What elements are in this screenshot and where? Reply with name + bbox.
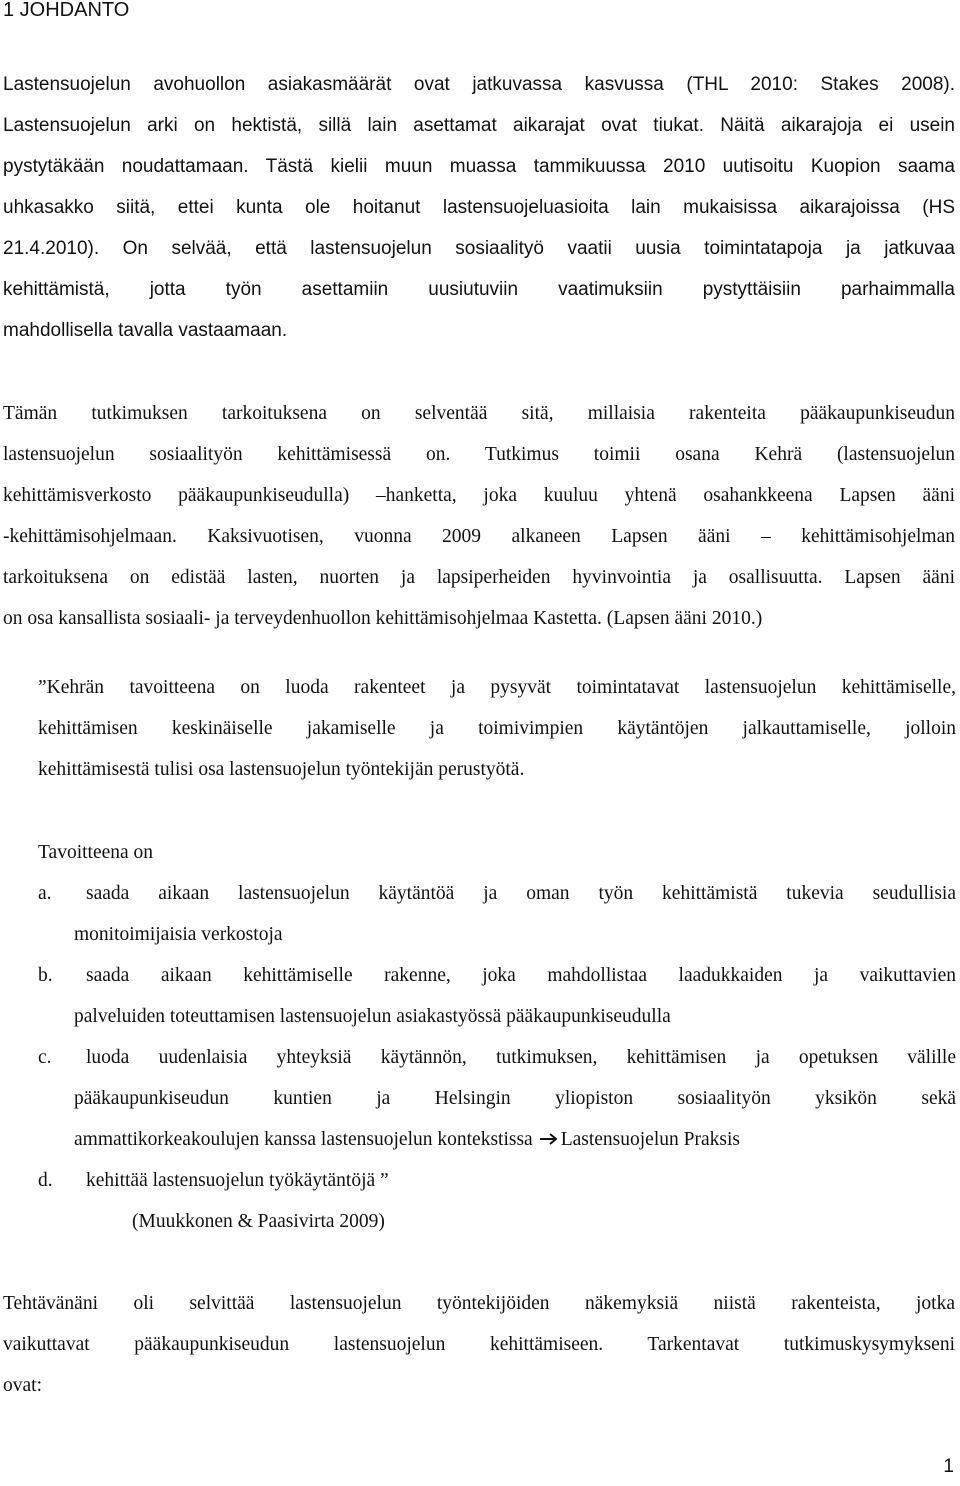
- praksis-label: Lastensuojelun Praksis: [560, 1129, 740, 1150]
- list-item-line: kehittää lastensuojelun työkäytäntöjä ”: [86, 1170, 389, 1191]
- paragraph-line: Lastensuojelun avohuollon asiakasmäärät ovat jatkuvassa kasvussa (THL 2010: Stakes 2008).: [3, 74, 955, 95]
- list-item-body: [74, 1037, 956, 1160]
- paragraph-line: tarkoituksena on edistää lasten, nuorten ja lapsiperheiden hyvinvointia ja osallisuutta. Lapsen ääni: [3, 567, 955, 588]
- paragraph-intro: [3, 64, 955, 351]
- paragraph-task: [3, 1283, 955, 1406]
- chapter-heading: 1 JOHDANTO: [3, 0, 130, 21]
- list-item: [38, 1160, 956, 1201]
- right-arrow-icon: [539, 1132, 559, 1146]
- list-item-line: ammattikorkeakoulujen kanssa lastensuojelun kontekstissa: [74, 1129, 533, 1150]
- paragraph-line: Tehtävänäni oli selvittää lastensuojelun työntekijöiden näkemyksiä niistä rakenteista, jotka: [3, 1293, 955, 1314]
- paragraph-line: Lastensuojelun arki on hektistä, sillä lain asettamat aikarajat ovat tiukat. Näitä aikarajoja ei usein: [3, 115, 955, 136]
- list-item: [38, 1037, 956, 1160]
- list-item-line: luoda uudenlaisia yhteyksiä käytännön, tutkimuksen, kehittämisen ja opetuksen välille: [86, 1047, 956, 1068]
- list-marker: a.: [38, 883, 52, 904]
- list-marker: c.: [38, 1047, 52, 1068]
- list-marker: b.: [38, 965, 53, 986]
- page-number: 1: [943, 1456, 954, 1477]
- list-item-body: [74, 955, 956, 1037]
- list-item: [38, 873, 956, 955]
- list-item-line: pääkaupunkiseudun kuntien ja Helsingin yliopiston sosiaalityön yksikön sekä: [74, 1088, 956, 1109]
- list-item-line: saada aikaan lastensuojelun käytäntöä ja oman työn kehittämistä tukevia seudullisia: [86, 883, 956, 904]
- paragraph-line: pystytäkään noudattamaan. Tästä kielii muun muassa tammikuussa 2010 uutisoitu Kuopion saama: [3, 156, 955, 177]
- quote-line: kehittämisen keskinäiselle jakamiselle ja toimivimpien käytäntöjen jalkauttamiselle, jolloin: [38, 718, 956, 739]
- goal-label: Tavoitteena on: [38, 842, 154, 863]
- paragraph-line: lastensuojelun sosiaalityön kehittämisessä on. Tutkimus toimii osana Kehrä (lastensuojelun: [3, 444, 955, 465]
- paragraph-line: on osa kansallista sosiaali- ja terveydenhuollon kehittämisohjelmaa Kastetta. (Lapsen ääni 2010.): [3, 608, 763, 629]
- paragraph-line: -kehittämisohjelmaan. Kaksivuotisen, vuonna 2009 alkaneen Lapsen ääni – kehittämisohjelman: [3, 526, 955, 547]
- list-marker: d.: [38, 1170, 53, 1191]
- list-item: [38, 955, 956, 1037]
- quote-line: ”Kehrän tavoitteena on luoda rakenteet ja pysyvät toimintatavat lastensuojelun kehittämiselle,: [38, 677, 956, 698]
- list-item-line: saada aikaan kehittämiselle rakenne, joka mahdollistaa laadukkaiden ja vaikuttavien: [86, 965, 956, 986]
- list-item-body: [74, 873, 956, 955]
- quote-block: [38, 667, 956, 790]
- paragraph-purpose: [3, 393, 955, 639]
- paragraph-line: ovat:: [3, 1375, 42, 1396]
- paragraph-line: vaikuttavat pääkaupunkiseudun lastensuojelun kehittämiseen. Tarkentavat tutkimuskysymykseni: [3, 1334, 955, 1355]
- paragraph-line: kehittämisverkosto pääkaupunkiseudulla) –hanketta, joka kuuluu yhtenä osahankkeena Lapsen ääni: [3, 485, 955, 506]
- paragraph-line: kehittämistä, jotta työn asettamiin uusiutuviin vaatimuksiin pystyttäisiin parhaimmalla: [3, 279, 955, 300]
- citation: (Muukkonen & Paasivirta 2009): [132, 1211, 385, 1232]
- paragraph-line: uhkasakko siitä, ettei kunta ole hoitanut lastensuojeluasioita lain mukaisissa aikarajoissa (HS: [3, 197, 955, 218]
- quote-line: kehittämisestä tulisi osa lastensuojelun työntekijän perustyötä.: [38, 759, 525, 780]
- list-item-line: palveluiden toteuttamisen lastensuojelun asiakastyössä pääkaupunkiseudulla: [74, 1006, 671, 1027]
- paragraph-line: 21.4.2010). On selvää, että lastensuojelun sosiaalityö vaatii uusia toimintatapoja ja jatkuvaa: [3, 238, 955, 259]
- list-item-body: [74, 1160, 956, 1201]
- paragraph-line: Tämän tutkimuksen tarkoituksena on selventää sitä, millaisia rakenteita pääkaupunkiseudun: [3, 403, 955, 424]
- paragraph-line: mahdollisella tavalla vastaamaan.: [3, 320, 288, 341]
- list-item-line: monitoimijaisia verkostoja: [74, 924, 283, 945]
- list-item-line-with-arrow: [74, 1119, 956, 1160]
